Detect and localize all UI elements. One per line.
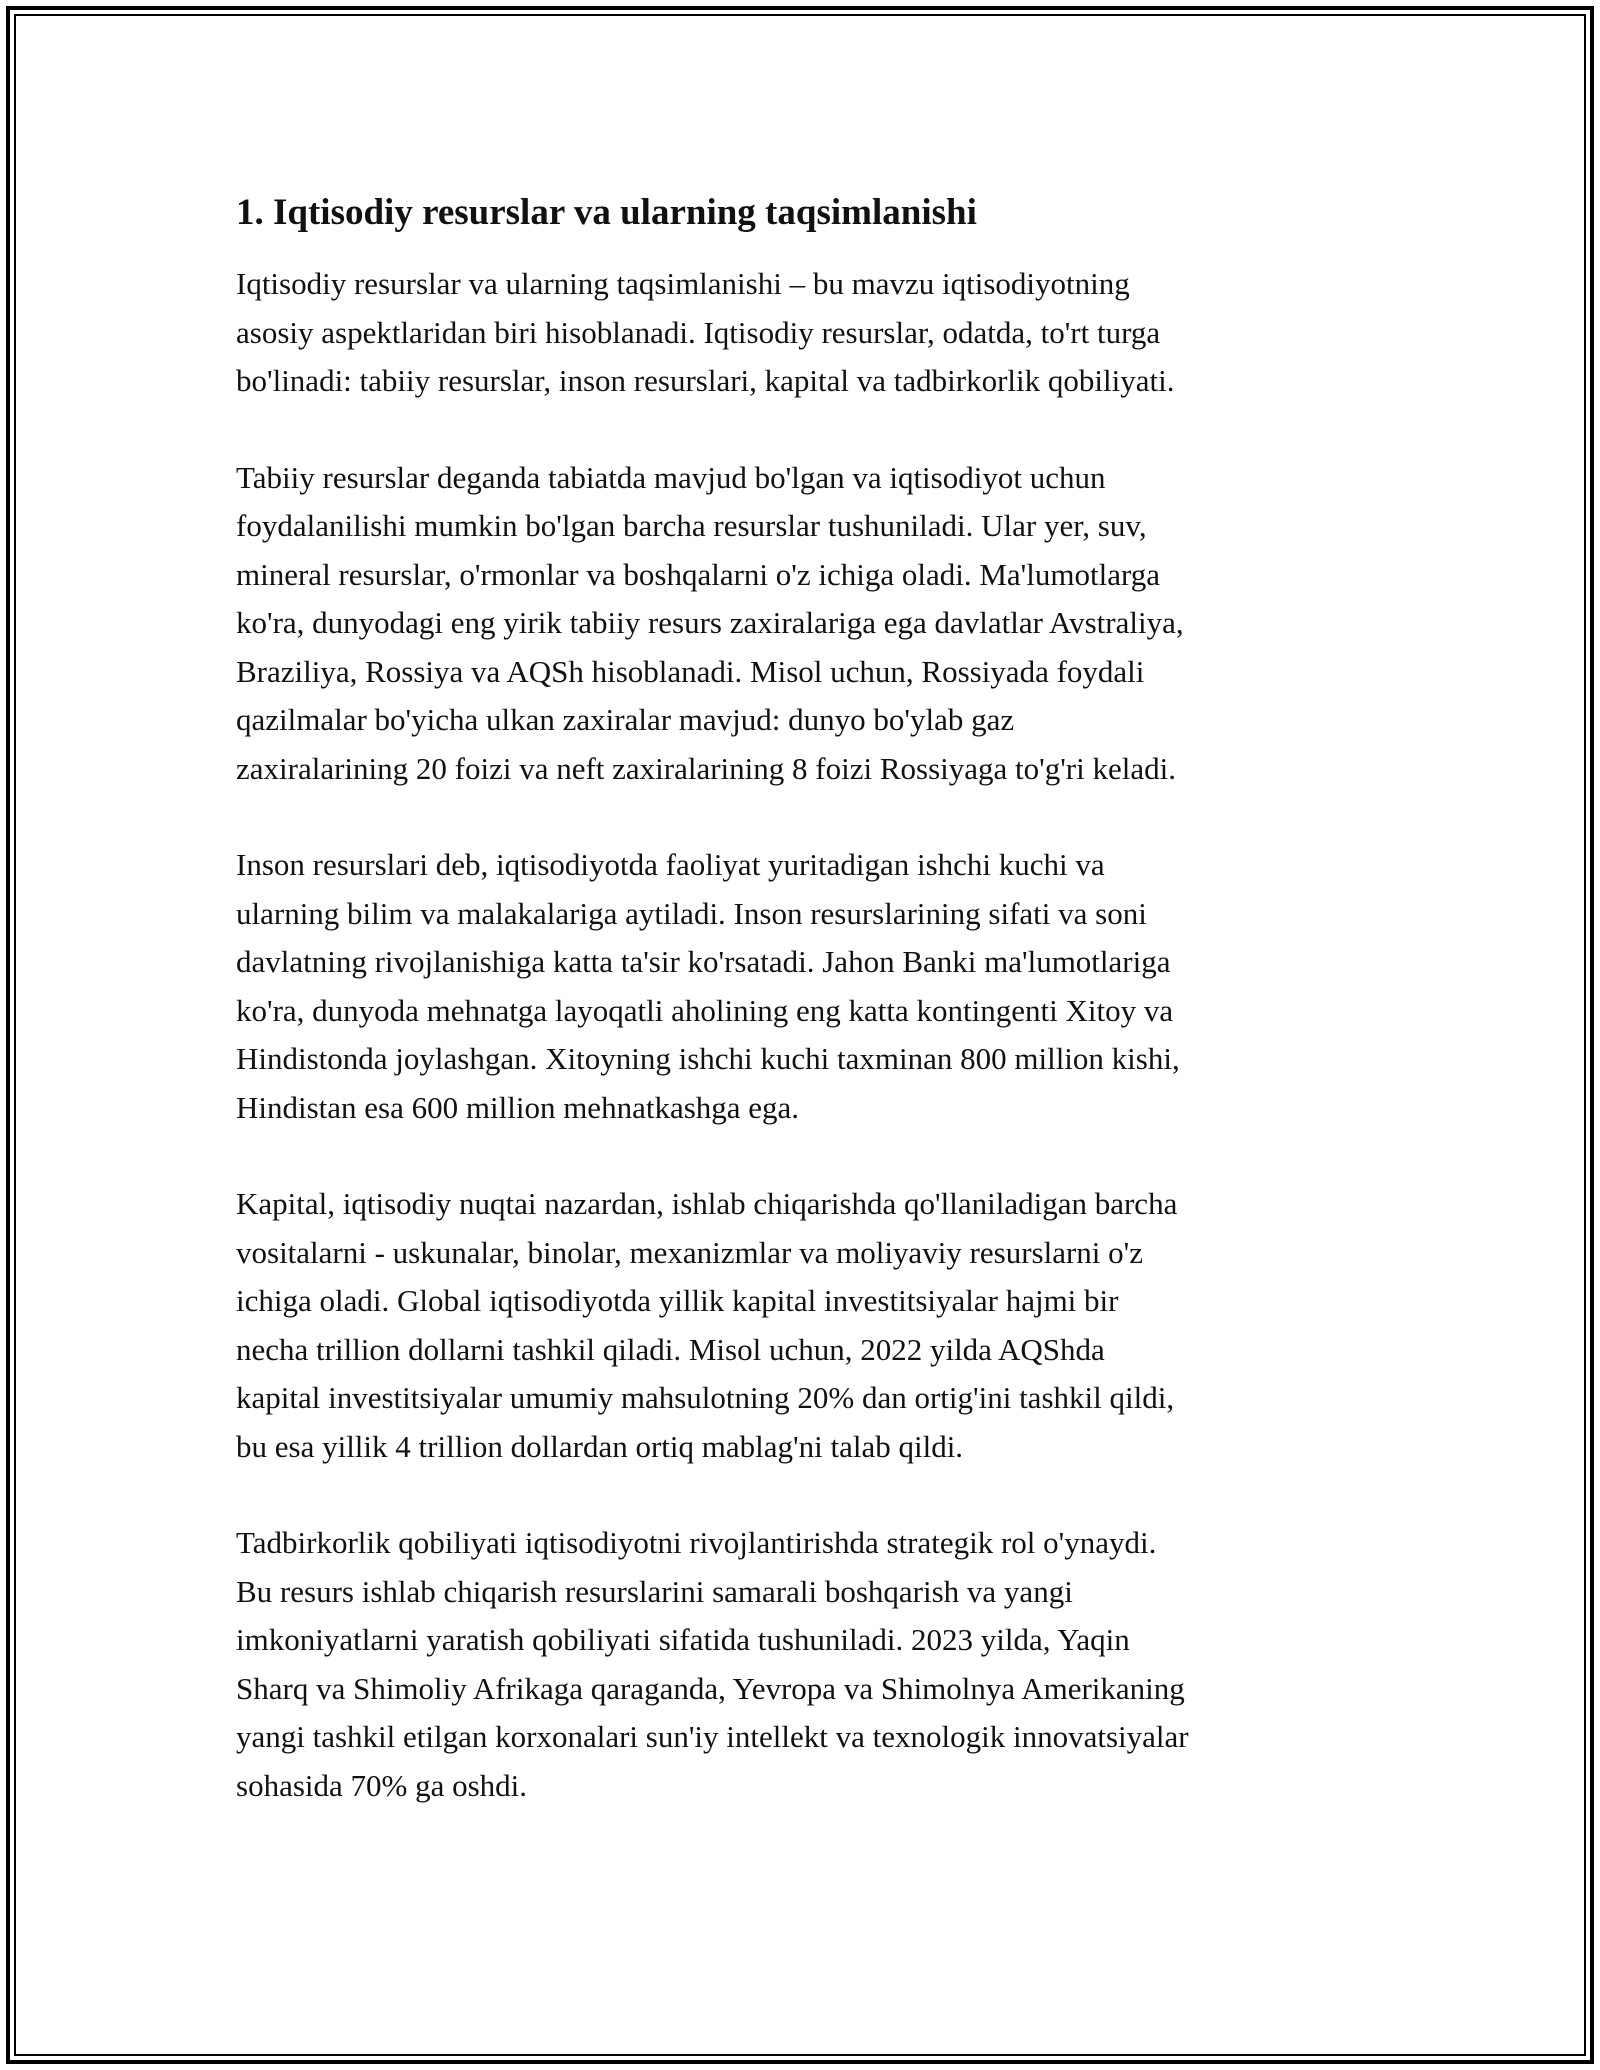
paragraph-human-resources: Inson resurslari deb, iqtisodiyotda faoliyat yuritadigan ishchi kuchi va ularning bilim va malakalariga aytiladi. Inson resurslarining sifati va soni davlatning rivojlanishiga katta ta'sir ko'rsatadi. Jahon Banki ma'lumotlariga ko'ra, dunyoda mehnatga layoqatli aholining eng katta kontingenti Xitoy va Hindistonda joylashgan. Xitoyning ishchi kuchi taxminan 800 million kishi, Hindistan esa 600 million mehnatkashga ega. xyxy=(236,847,1180,1125)
document-title: 1. Iqtisodiy resurslar va ularning taqsimlanishi xyxy=(236,192,977,233)
paragraph-entrepreneurship: Tadbirkorlik qobiliyati iqtisodiyotni rivojlantirishda strategik rol o'ynaydi. Bu resurs ishlab chiqarish resurslarini samarali boshqarish va yangi imkoniyatlarni yaratish qobiliyati sifatida tushuniladi. 2023 yilda, Yaqin Sharq va Shimoliy Afrikaga qaraganda, Yevropa va Shimolnya Amerikaning yangi tashkil etilgan korxonalari sun'iy intellekt va texnologik innovatsiyalar sohasida 70% ga oshdi. xyxy=(236,1525,1189,1803)
paragraph-capital: Kapital, iqtisodiy nuqtai nazardan, ishlab chiqarishda qo'llaniladigan barcha vositalarni - uskunalar, binolar, mexanizmlar va moliyaviy resurslarni o'z ichiga oladi. Global iqtisodiyotda yillik kapital investitsiyalar hajmi bir necha trillion dollarni tashkil qiladi. Misol uchun, 2022 yilda AQShda kapital investitsiyalar umumiy mahsulotning 20% dan ortig'ini tashkil qildi, bu esa yillik 4 trillion dollardan ortiq mablag'ni talab qildi. xyxy=(236,1186,1178,1464)
paragraph-intro: Iqtisodiy resurslar va ularning taqsimlanishi – bu mavzu iqtisodiyotning asosiy aspektlaridan biri hisoblanadi. Iqtisodiy resurslar, odatda, to'rt turga bo'linadi: tabiiy resurslar, inson resurslari, kapital va tadbirkorlik qobiliyati. xyxy=(236,266,1175,398)
document-body xyxy=(236,186,1386,1858)
paragraph-natural-resources: Tabiiy resurslar deganda tabiatda mavjud bo'lgan va iqtisodiyot uchun foydalanilishi mumkin bo'lgan barcha resurslar tushuniladi. Ular yer, suv, mineral resurslar, o'rmonlar va boshqalarni o'z ichiga oladi. Ma'lumotlarga ko'ra, dunyodagi eng yirik tabiiy resurs zaxiralariga ega davlatlar Avstraliya, Braziliya, Rossiya va AQSh hisoblanadi. Misol uchun, Rossiyada foydali qazilmalar bo'yicha ulkan zaxiralar mavjud: dunyo bo'ylab gaz zaxiralarining 20 foizi va neft zaxiralarining 8 foizi Rossiyaga to'g'ri keladi. xyxy=(236,459,1184,786)
